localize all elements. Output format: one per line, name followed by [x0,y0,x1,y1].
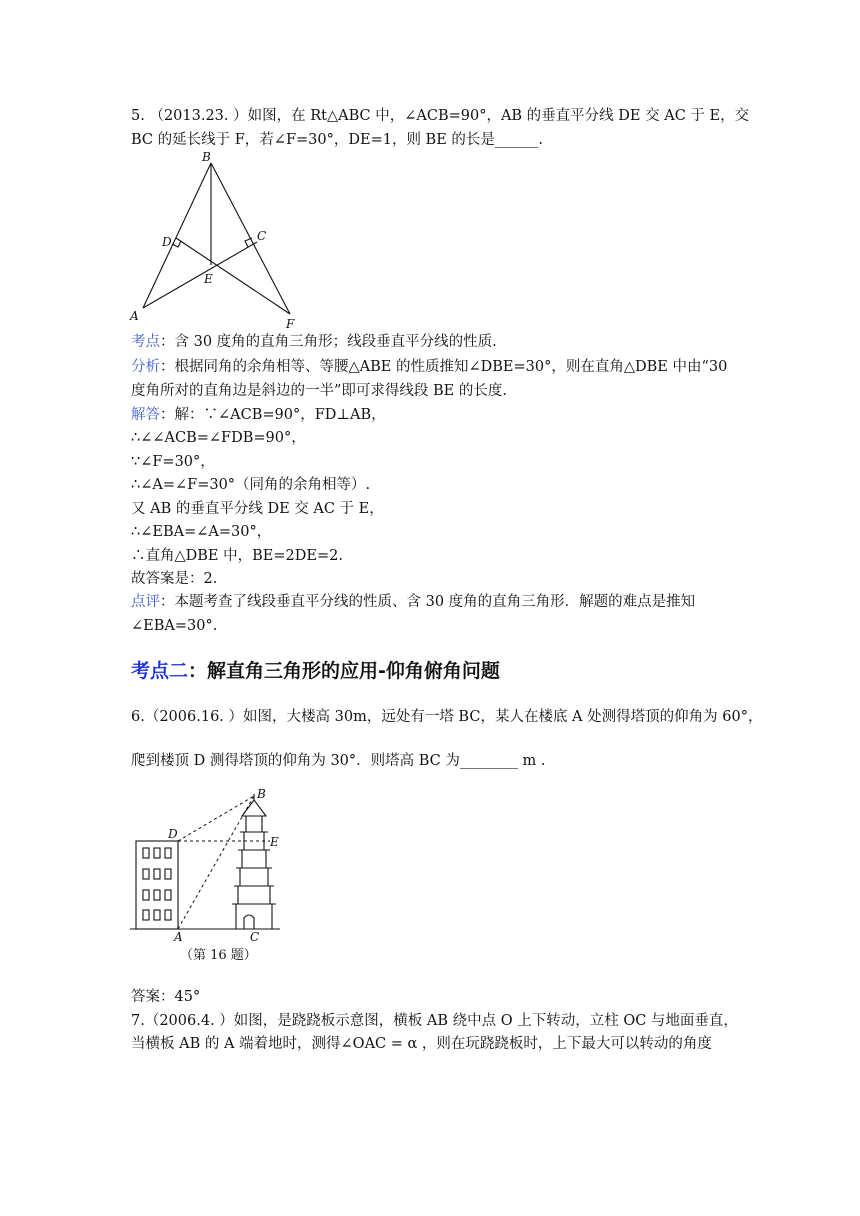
q7-line-2: 当横板 AB 的 A 端着地时，测得∠OAC = α ，则在玩跷跷板时，上下最大可以转动的角度 [131,1036,712,1052]
label-f: F [286,317,295,330]
dianping-label: 点评 [131,594,160,610]
q5-kaodian [131,332,497,352]
label-d: D [168,827,178,841]
label-b: B [257,787,266,801]
q5-line-2: BC 的延长线于 F，若∠F=30°，DE=1，则 BE 的长是______. [131,132,544,148]
q5-triangle-figure [126,148,306,330]
q5-step: ∴∠∠ACB=∠FDB=90°， [131,430,306,446]
q5-jieda [131,405,386,425]
q5-step: ∴直角△DBE 中，BE=2DE=2. [131,548,343,564]
q5-step: ∵∠F=30°， [131,454,215,470]
label-e: E [204,272,213,286]
kaodian-text: ：含 30 度角的直角三角形；线段垂直平分线的性质. [160,334,497,350]
q6-tower-figure [126,786,286,942]
jieda-label: 解答 [131,407,160,423]
section-heading-number: 考点二 [131,660,189,682]
label-d: D [162,235,172,249]
dianping-text-1: ：本题考查了线段垂直平分线的性质、含 30 度角的直角三角形．解题的难点是推知 [160,594,696,610]
q5-line-1: 5. （2013.23. ）如图，在 Rt△ABC 中，∠ACB=90°，AB 的垂直平分线 DE 交 AC 于 E，交 [131,108,750,124]
label-c: C [250,930,260,942]
q5-fenxi [131,357,727,377]
q5-step: 故答案是：2. [131,571,218,587]
q6-answer: 答案：45° [131,989,201,1005]
q5-step: ∴∠A=∠F=30°（同角的余角相等）. [131,477,371,493]
q5-fenxi-2: 度角所对的直角边是斜边的一半”即可求得线段 BE 的长度. [131,383,507,399]
label-a: A [130,309,139,323]
q5-step: ∴∠EBA=∠A=30°， [131,524,272,540]
jieda-text: ：解：∵∠ACB=90°，FD⊥AB， [160,407,386,423]
q6-line-2: 爬到楼顶 D 测得塔顶的仰角为 30°．则塔高 BC 为________ m . [131,753,546,769]
q5-dianping-2: ∠EBA=30°. [131,618,218,634]
figure-caption: （第 16 题） [180,948,257,963]
label-a: A [174,930,183,942]
label-c: C [257,229,267,243]
fenxi-label: 分析 [131,359,160,375]
fenxi-text-1: ：根据同角的余角相等、等腰△ABE 的性质推知∠DBE=30°，则在直角△DBE 中由“30 [160,359,728,375]
q6-line-1: 6.（2006.16. ）如图，大楼高 30m，远处有一塔 BC，某人在楼底 A 处测得塔顶的仰角为 60°， [131,709,763,725]
q7-line-1: 7.（2006.4. ）如图，是跷跷板示意图，横板 AB 绕中点 O 上下转动，立柱 OC 与地面垂直， [131,1013,738,1029]
label-b: B [202,150,211,164]
q5-step: 又 AB 的垂直平分线 DE 交 AC 于 E， [131,501,384,517]
section-heading-title: ：解直角三角形的应用-仰角俯角问题 [188,660,500,682]
q5-dianping [131,592,695,612]
label-e: E [270,835,279,849]
kaodian-label: 考点 [131,334,160,350]
section-heading [131,656,500,683]
